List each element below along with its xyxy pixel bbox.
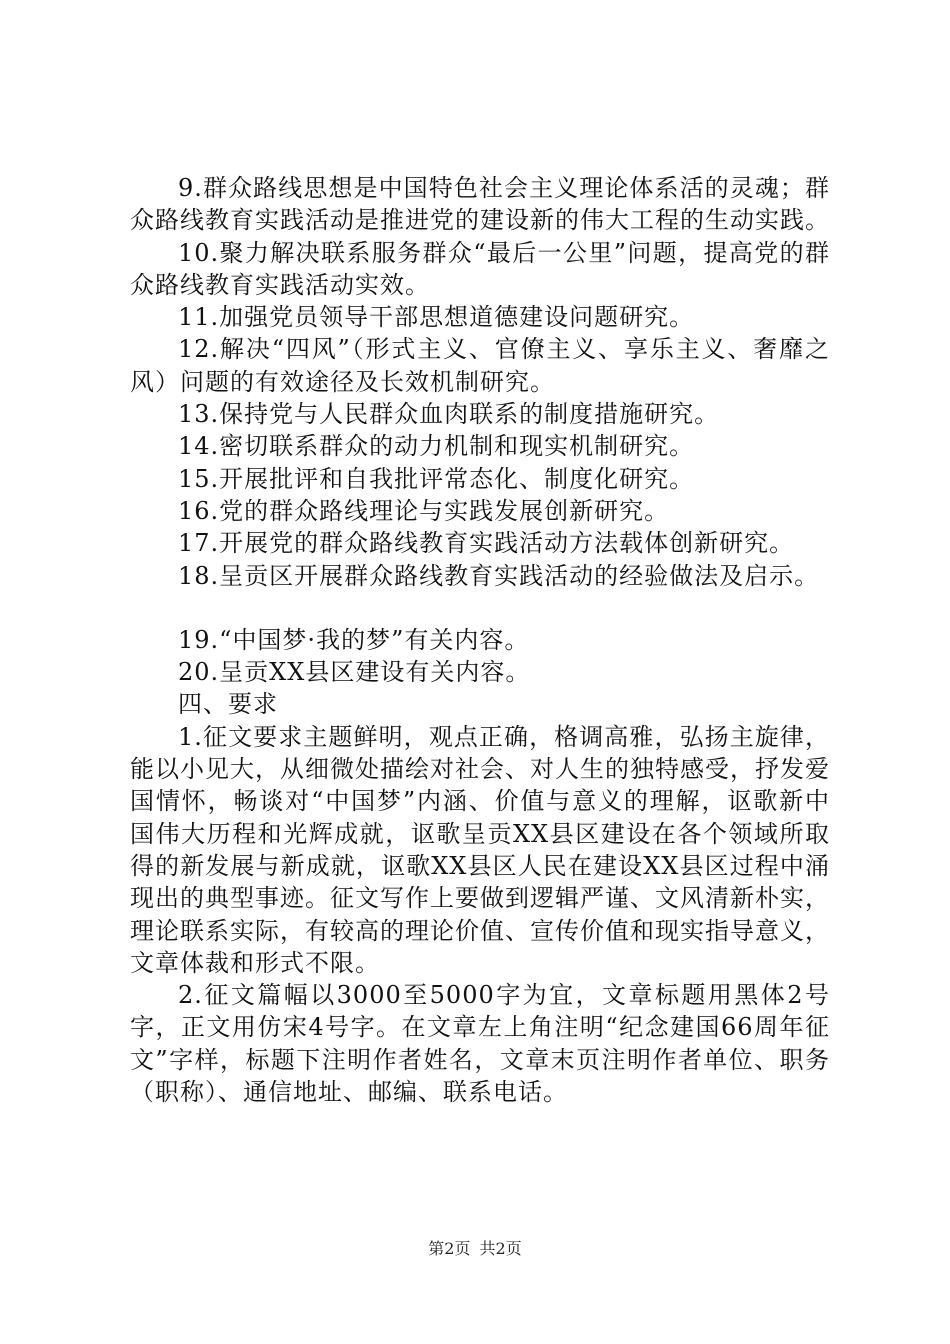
section-heading: 四、要求	[178, 690, 278, 719]
paragraph-item-18: 18.呈贡区开展群众路线教育实践活动的经验做法及启示。	[178, 561, 820, 590]
page-number-total: 共2页	[479, 1239, 522, 1258]
paragraph-item-12: 12.解决“四风”（形式主义、官僚主义、享乐主义、奢靡之风）问题的有效途径及长效机制研究。	[130, 335, 830, 396]
paragraph-item-19: 19.“中国梦·我的梦”有关内容。	[178, 625, 530, 654]
paragraph-item-16: 16.党的群众路线理论与实践发展创新研究。	[178, 496, 670, 525]
paragraph-item-17: 17.开展党的群众路线教育实践活动方法载体创新研究。	[178, 529, 795, 558]
page-footer	[0, 1239, 950, 1259]
paragraph-item-13: 13.保持党与人民群众血肉联系的制度措施研究。	[178, 400, 720, 429]
page-number-current: 第2页	[428, 1239, 471, 1258]
paragraph-item-14: 14.密切联系群众的动力机制和现实机制研究。	[178, 432, 695, 461]
paragraph-item-9: 9.群众路线思想是中国特色社会主义理论体系活的灵魂；群众路线教育实践活动是推进党的建设新的伟大工程的生动实践。	[130, 174, 830, 235]
requirement-item-2: 2.征文篇幅以3000至5000字为宜，文章标题用黑体2号字，正文用仿宋4号字。在文章左上角注明“纪念建国66周年征文”字样，标题下注明作者姓名，文章末页注明作者单位、职务（职称）、通信地址、邮编、联系电话。	[130, 981, 830, 1107]
paragraph-item-11: 11.加强党员领导干部思想道德建设问题研究。	[178, 303, 695, 332]
paragraph-item-15: 15.开展批评和自我批评常态化、制度化研究。	[178, 464, 695, 493]
requirement-item-1: 1.征文要求主题鲜明，观点正确，格调高雅，弘扬主旋律，能以小见大，从细微处描绘对社会、对人生的独特感受，抒发爱国情怀，畅谈对“中国梦”内涵、价值与意义的理解，讴歌新中国伟大历程和光辉成就，讴歌呈贡XX县区建设在各个领域所取得的新发展与新成就，讴歌XX县区人民在建设XX县区过程中涌现出的典型事迹。征文写作上要做到逻辑严谨、文风清新朴实，理论联系实际，有较高的理论价值、宣传价值和现实指导意义，文章体裁和形式不限。	[130, 722, 830, 977]
document-body	[130, 172, 830, 1108]
paragraph-item-10: 10.聚力解决联系服务群众“最后一公里”问题，提高党的群众路线教育实践活动实效。	[130, 238, 830, 299]
paragraph-item-20: 20.呈贡XX县区建设有关内容。	[178, 658, 531, 687]
blank-line	[130, 592, 830, 624]
